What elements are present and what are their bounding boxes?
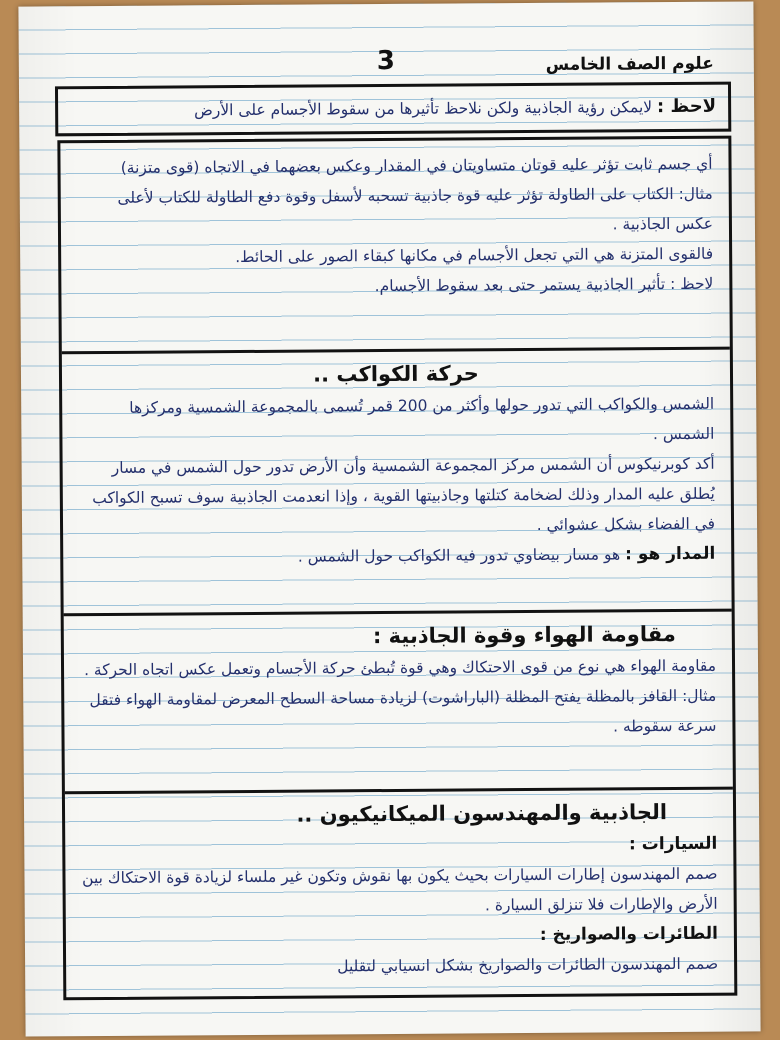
engineers-section [81, 795, 718, 983]
balanced-forces-line1: أي جسم ثابت تؤثر عليه قوتان متساويتان في المقدار وعكس بعضهما في الاتجاه (قوى متزنة) [120, 154, 713, 177]
orbit-text: هو مسار بيضاوي تدور فيه الكواكب حول الشمس . [297, 545, 621, 566]
balanced-forces-section [76, 149, 713, 349]
orbit-label: المدار هو : [625, 543, 716, 565]
planets-section [78, 355, 715, 573]
note-text: لايمكن رؤية الجاذبية ولكن نلاحظ تأثيرها من سقوط الأجسام على الأرض [194, 98, 653, 120]
notebook-page [18, 1, 760, 1036]
air-resistance-para2: مثال: القافز بالمظلة يفتح المظلة (الباراشوت) لزيادة مساحة السطح المعرض لمقاومة الهواء فتقل سرعة سقوطه . [89, 686, 717, 736]
note-box [55, 82, 731, 137]
section-divider [65, 787, 733, 795]
section-divider [64, 609, 732, 617]
air-resistance-section [80, 617, 717, 745]
balanced-forces-note: لاحظ : تأثير الجاذبية يستمر حتى بعد سقوط الأجسام. [374, 274, 714, 296]
balanced-forces-line3: فالقوى المتزنة هي التي تجعل الأجسام في مكانها كبقاء الصور على الحائط. [235, 244, 714, 267]
balanced-forces-example: مثال: الكتاب على الطاولة تؤثر عليه قوة جاذبية تسحبه لأسفل وقوة دفع الطاولة للكتاب لأعلى عكس الجاذبية . [117, 184, 714, 234]
planes-label: الطائرات والصواريخ : [539, 923, 718, 945]
cars-label: السيارات : [628, 833, 718, 855]
main-content-box [57, 136, 737, 1001]
planets-heading: حركة الكواكب .. [312, 361, 479, 387]
page-title: علوم الصف الخامس [545, 53, 714, 75]
air-resistance-heading: مقاومة الهواء وقوة الجاذبية : [372, 622, 676, 649]
cars-text: صمم المهندسون إطارات السيارات بحيث يكون بها نقوش وتكون غير ملساء لزيادة قوة الاحتكاك بين الأرض والإطارات فلا تنزلق السيارة . [82, 864, 718, 915]
engineers-heading: الجاذبية والمهندسون الميكانيكيون .. [296, 800, 668, 827]
air-resistance-para1: مقاومة الهواء هي نوع من قوى الاحتكاك وهي قوة تُبطئ حركة الأجسام وتعمل عكس اتجاه الحركة . [83, 656, 717, 680]
note-label: لاحظ : [656, 95, 717, 118]
planes-text: صمم المهندسون الطائرات والصواريخ بشكل انسيابي لتقليل [337, 954, 719, 976]
page-number: 3 [376, 45, 396, 77]
planets-para2: أكد كوبرنيكوس أن الشمس مركز المجموعة الشمسية وأن الأرض تدور حول الشمس في مسار يُطلق عليه المدار وذلك لضخامة كتلتها وجاذبيتها القوية ، وإذا انعدمت الجاذبية سوف تسبح الكواكب في الفضاء بشكل عشوائي . [92, 454, 716, 534]
planets-para1: الشمس والكواكب التي تدور حولها وأكثر من 200 قمر تُسمى بالمجموعة الشمسية ومركزها الشمس . [129, 394, 715, 444]
